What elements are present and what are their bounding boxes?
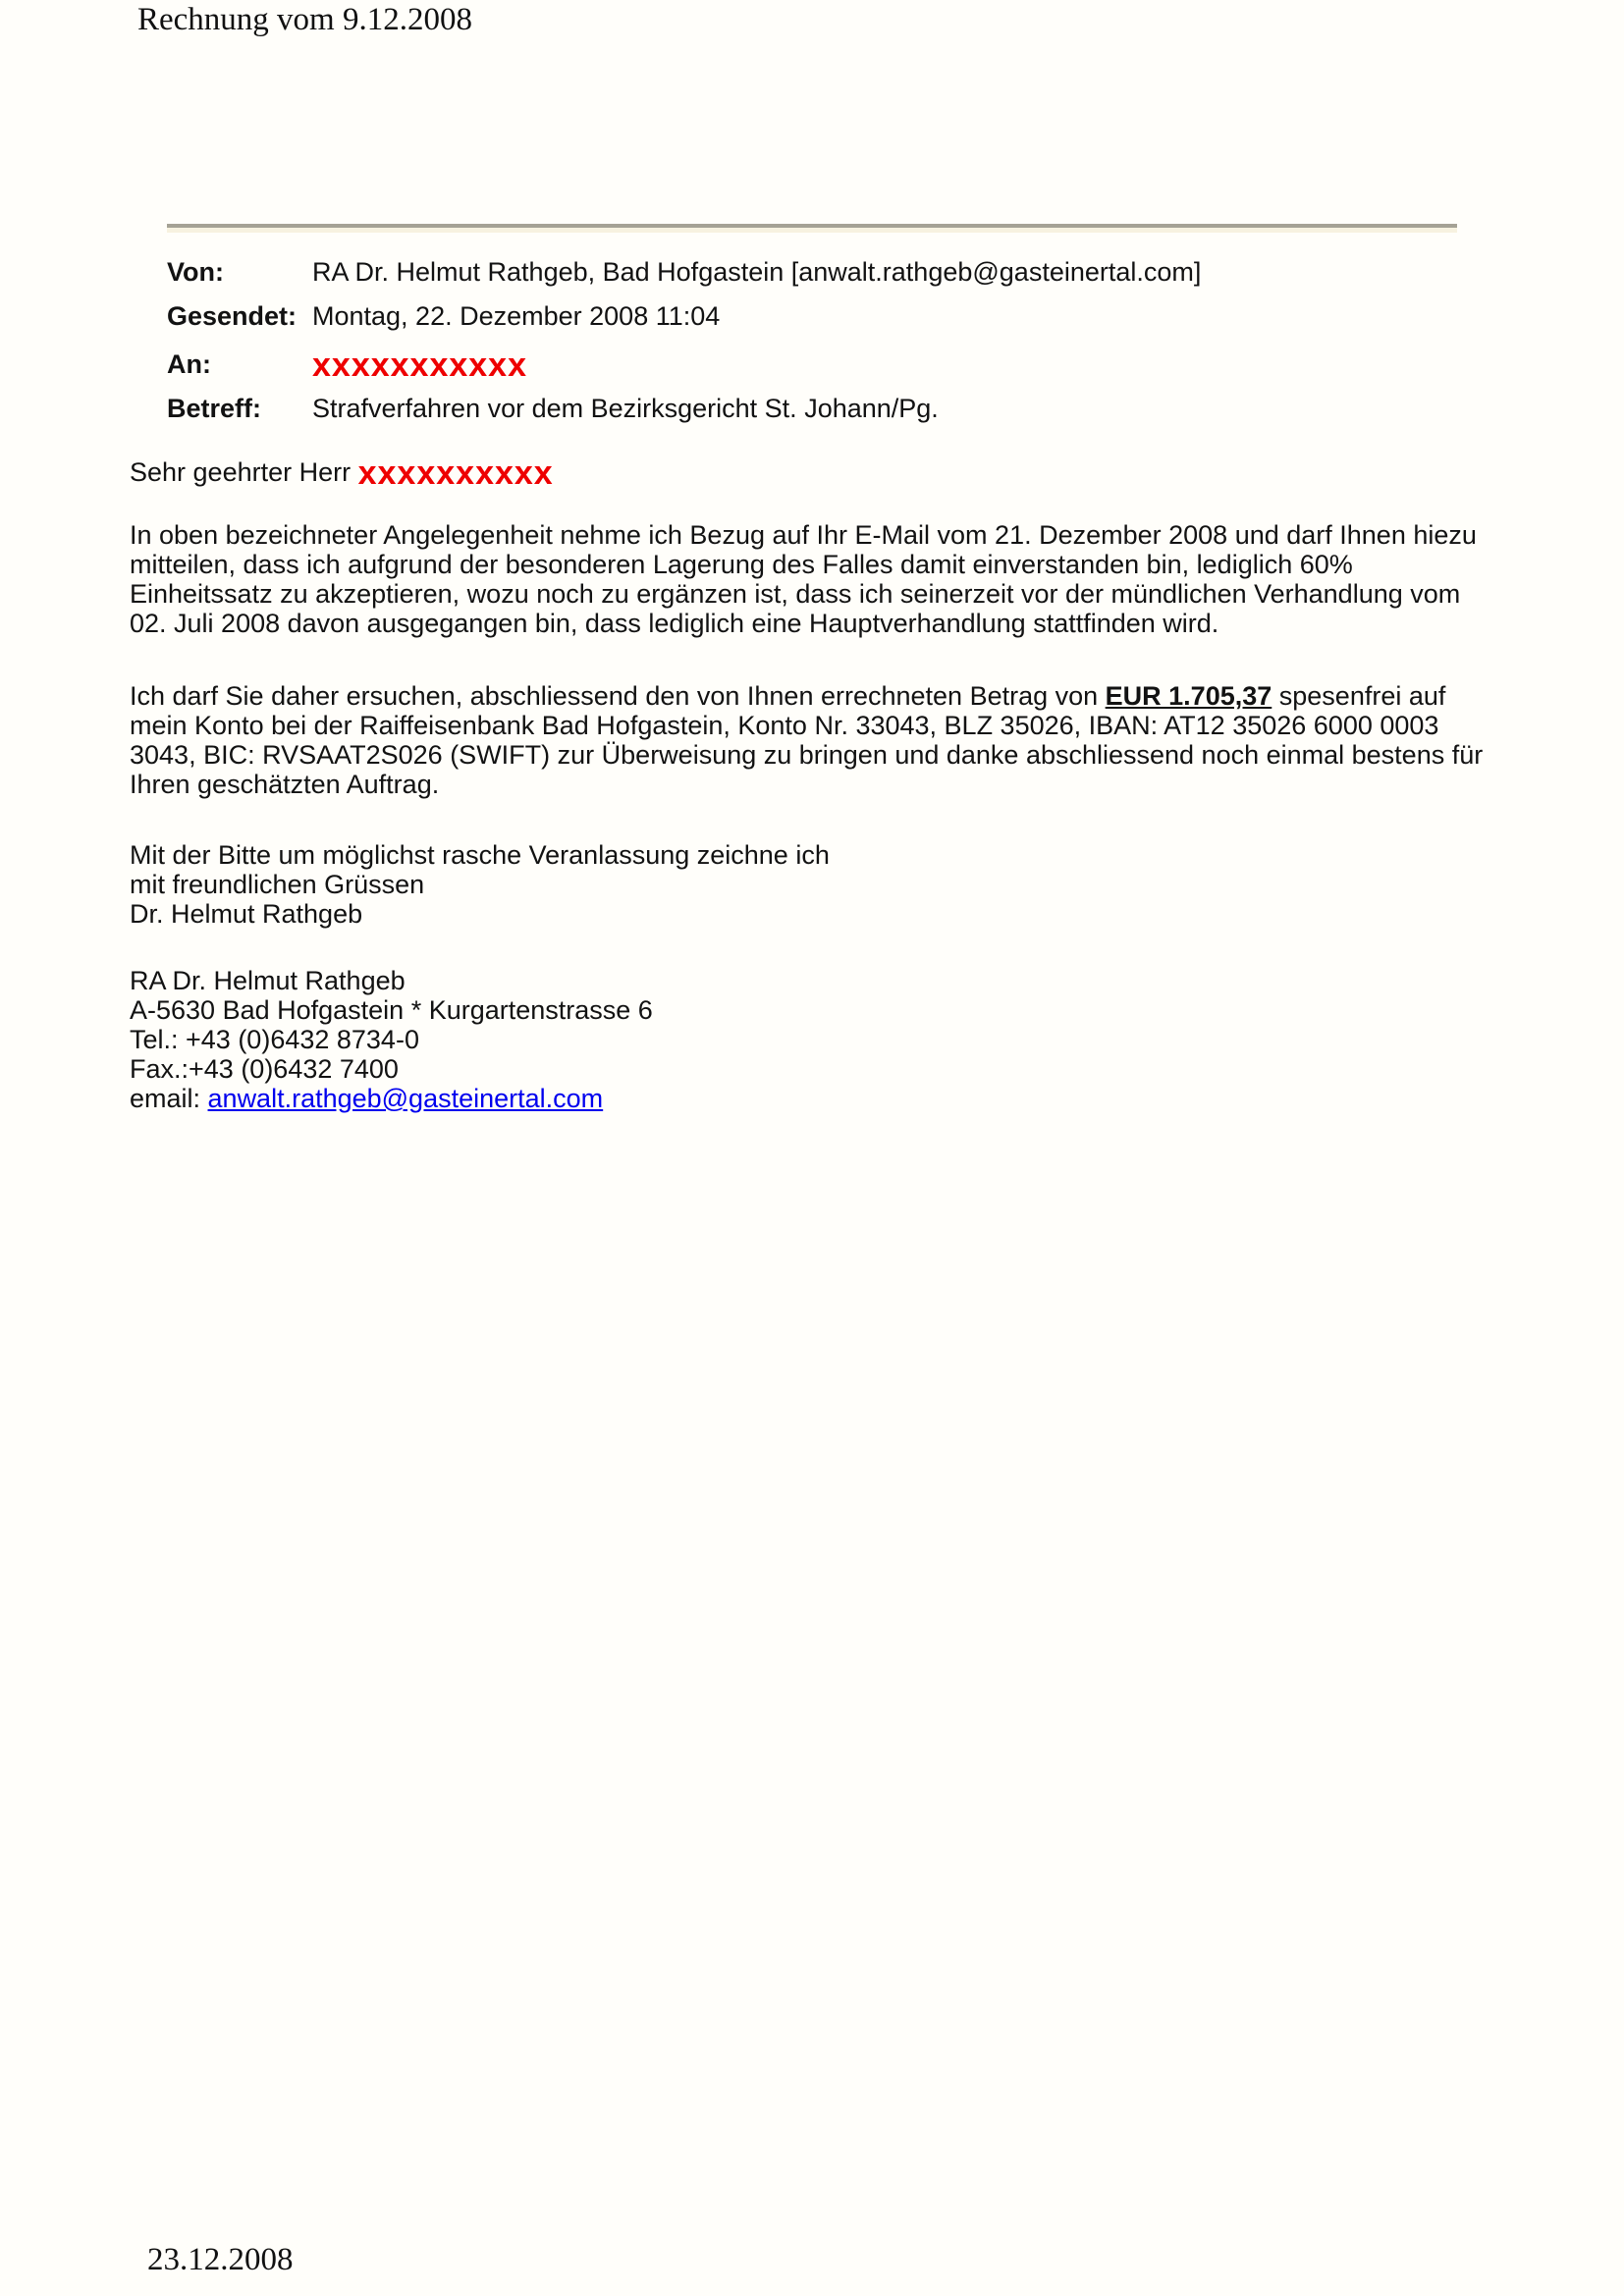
von-value: RA Dr. Helmut Rathgeb, Bad Hofgastein [anwalt.rathgeb@gasteinertal.com] [312, 257, 1202, 287]
signature-block [130, 966, 1496, 1113]
signature-name: RA Dr. Helmut Rathgeb [130, 966, 406, 995]
closing-line: Mit der Bitte um möglichst rasche Veranlassung zeichne ich [130, 840, 830, 870]
closing-line: mit freundlichen Grüssen [130, 870, 425, 899]
invoice-date-annotation: Rechnung vom 9.12.2008 [137, 2, 472, 37]
signature-address: A-5630 Bad Hofgastein * Kurgartenstrasse 6 [130, 995, 653, 1025]
greeting-line [130, 454, 1496, 492]
payment-text-before: Ich darf Sie daher ersuchen, abschliessend den von Ihnen errechneten Betrag von [130, 681, 1106, 711]
signature-phone: Tel.: +43 (0)6432 8734-0 [130, 1025, 419, 1054]
gesendet-label: Gesendet: [167, 301, 298, 331]
header-row-von [167, 257, 1457, 287]
closing-line: Dr. Helmut Rathgeb [130, 899, 363, 929]
header-row-an [167, 346, 1457, 384]
payment-amount: EUR 1.705,37 [1105, 681, 1272, 711]
gesendet-value: Montag, 22. Dezember 2008 11:04 [312, 301, 721, 331]
header-divider [167, 224, 1457, 233]
paragraph-payment [130, 681, 1496, 799]
an-label: An: [167, 349, 211, 379]
email-header [167, 224, 1457, 423]
payment-text-after: spesenfrei auf mein Konto bei der Raiffeisenbank Bad Hofgastein, Konto Nr. 33043, BLZ 35026, IBAN: AT12 35026 6000 0003 3043, BIC: RVSAAT2S026 (SWIFT) zur Überweisung zu bringen und danke abschliessend noch einmal bestens für Ihren geschätzten Auftrag. [130, 681, 1484, 799]
email-address-link[interactable]: anwalt.rathgeb@gasteinertal.com [207, 1084, 604, 1113]
an-value-redacted: xxxxxxxxxxx [312, 347, 528, 384]
email-label: email: [130, 1084, 208, 1113]
signature-fax: Fax.:+43 (0)6432 7400 [130, 1054, 399, 1084]
print-date-annotation: 23.12.2008 [147, 2242, 294, 2277]
betreff-value: Strafverfahren vor dem Bezirksgericht St. Johann/Pg. [312, 394, 939, 423]
closing-block [130, 840, 1496, 929]
header-row-betreff [167, 394, 1457, 423]
email-body [130, 454, 1496, 1113]
paragraph-agreement: In oben bezeichneter Angelegenheit nehme ich Bezug auf Ihr E-Mail vom 21. Dezember 2008 und darf Ihnen hiezu mitteilen, dass ich aufgrund der besonderen Lagerung des Falles damit einverstanden bin, lediglich 60% Einheitssatz zu akzeptieren, wozu noch zu ergänzen ist, dass ich seinerzeit vor der mündlichen Verhandlung vom 02. Juli 2008 davon ausgegangen bin, dass lediglich eine Hauptverhandlung stattfinden wird. [130, 520, 1477, 638]
betreff-label: Betreff: [167, 394, 262, 423]
signature-email-line [130, 1084, 1496, 1113]
greeting-text: Sehr geehrter Herr [130, 457, 358, 487]
greeting-redacted-name: xxxxxxxxxx [357, 454, 554, 492]
von-label: Von: [167, 257, 224, 287]
header-row-gesendet [167, 301, 1457, 331]
